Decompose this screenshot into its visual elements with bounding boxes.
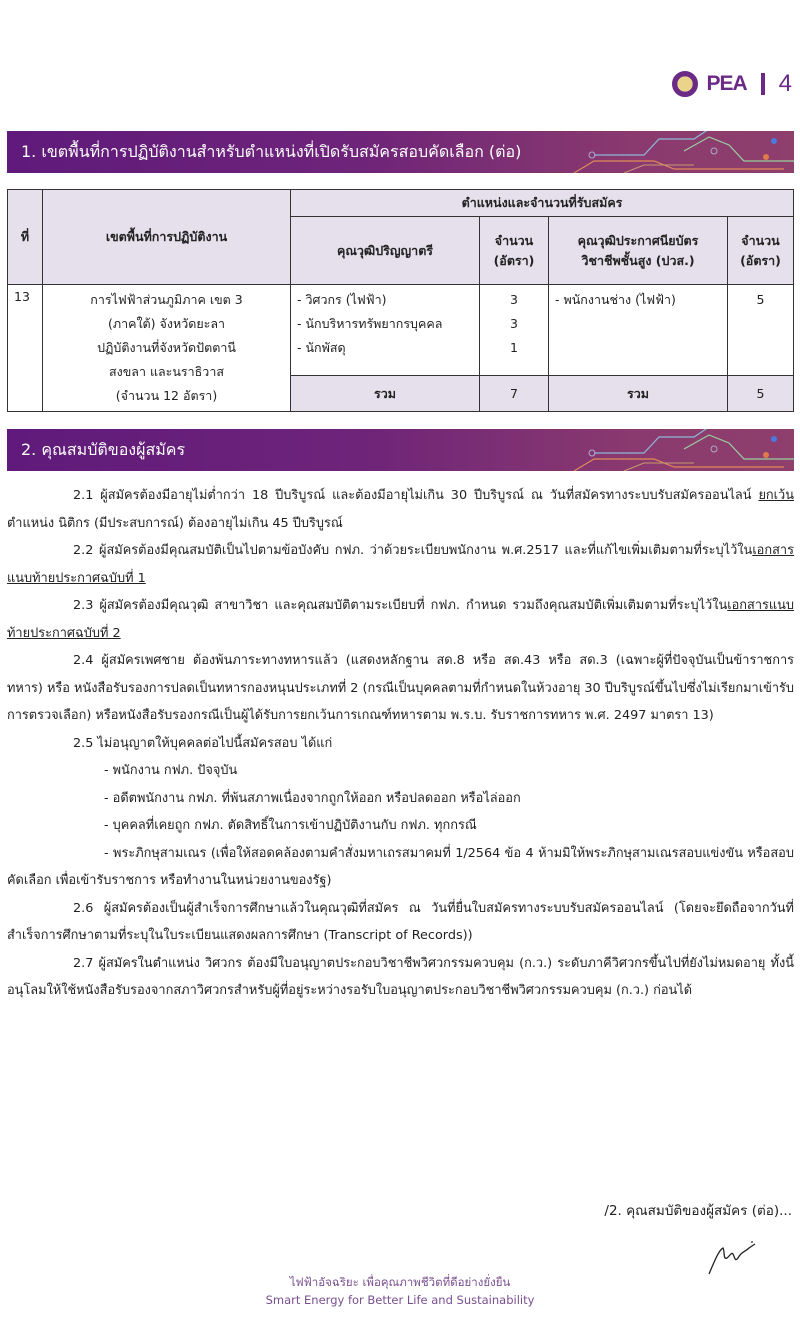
attachment-1-link: เอกสารแนบท้ายประกาศฉบับที่ 1: [7, 543, 794, 586]
bachelor-total: 7: [480, 376, 549, 412]
row-area: [43, 285, 291, 412]
diploma-label-line2: วิชาชีพชั้นสูง (ปวส.): [581, 252, 695, 268]
bachelor-positions: [291, 285, 480, 376]
circuit-decoration-icon: [534, 131, 794, 173]
qualification-2-6: 2.6 ผู้สมัครต้องเป็นผู้สำเร็จการศึกษาแล้วในคุณวุฒิที่สมัคร ณ วันที่ยื่นใบสมัครทางระบบรับสมัครออนไลน์ (โดยจะยึดถือจากวันที่สำเร็จการศึกษาตามที่ระบุในใบระเบียนแสดงผลการศึกษา (Transcript of Records)): [7, 900, 794, 943]
count1-unit: (อัตรา): [493, 252, 535, 268]
section2-title: 2. คุณสมบัติของผู้สมัคร: [21, 439, 186, 459]
diploma-total-label: รวม: [549, 376, 728, 412]
qualification-text: 2.1 ผู้สมัครต้องมีอายุไม่ต่ำกว่า 18 ปีบริบูรณ์ และต้องมีอายุไม่เกิน 30 ปีบริบูรณ์ ณ วันที่สมัครทางระบบรับสมัครออนไลน์: [73, 488, 759, 503]
attachment-2-link: เอกสารแนบท้ายประกาศฉบับที่ 2: [7, 598, 794, 641]
table-row: [8, 285, 794, 376]
position-name: - พนักงานช่าง (ไฟฟ้า): [555, 292, 676, 307]
col-header-no: ที่: [8, 190, 43, 285]
position-name: - วิศวกร (ไฟฟ้า): [297, 292, 387, 307]
footer: [0, 1273, 800, 1309]
qualification-text: 2.2 ผู้สมัครต้องมีคุณสมบัติเป็นไปตามข้อบังคับ กฟภ. ว่าด้วยระเบียบพนักงาน พ.ศ.2517 และที่แก้ไขเพิ่มเติมตามที่ระบุไว้ใน: [73, 543, 753, 558]
position-count: 1: [510, 340, 518, 355]
col-header-positions-group: ตำแหน่งและจำนวนที่รับสมัคร: [291, 190, 794, 217]
qualification-2-5: 2.5 ไม่อนุญาตให้บุคคลต่อไปนี้สมัครสอบ ได้แก่: [73, 735, 333, 751]
col-header-diploma: [549, 217, 728, 285]
position-name: - นักพัสดุ: [297, 340, 346, 355]
qualification-text: 2.3 ผู้สมัครต้องมีคุณวุฒิ สาขาวิชา และคุณสมบัติตามระเบียบที่ กฟภ. กำหนด รวมถึงคุณสมบัติเพิ่มเติมตามที่ระบุไว้ใน: [73, 598, 728, 613]
exclusion-item: - พนักงาน กฟภ. ปัจจุบัน: [104, 763, 238, 778]
row-no: 13: [8, 285, 43, 412]
pea-emblem-icon: [672, 71, 698, 97]
qualification-text: ตำแหน่ง นิติกร (มีประสบการณ์) ต้องอายุไม่เกิน 45 ปีบริบูรณ์: [7, 515, 343, 531]
bachelor-counts: [480, 285, 549, 376]
area-line: สงขลา และนราธิวาส: [109, 364, 224, 379]
count1-label: จำนวน: [494, 232, 534, 248]
exception-underlined: ยกเว้น: [758, 488, 794, 503]
position-count: 5: [756, 292, 765, 307]
position-count: 3: [510, 316, 518, 331]
area-line: ปฏิบัติงานที่จังหวัดปัตตานี: [97, 340, 236, 355]
area-line: (จำนวน 12 อัตรา): [115, 388, 218, 403]
qualification-2-3: [7, 592, 794, 647]
section1-header: [7, 131, 794, 173]
continuation-note: /2. คุณสมบัติของผู้สมัคร (ต่อ)...: [604, 1203, 792, 1219]
diploma-label-line1: คุณวุฒิประกาศนียบัตร: [577, 232, 699, 248]
diploma-total: 5: [728, 376, 794, 412]
position-name: - นักบริหารทรัพยากรบุคคล: [297, 316, 443, 331]
exclusion-item: - พระภิกษุสามเณร (เพื่อให้สอดคล้องตามคำสั่งมหาเถรสมาคมที่ 1/2564 ข้อ 4 ห้ามมิให้พระภิกษุสามเณรสอบแข่งขัน หรือสอบคัดเลือก เพื่อเข้ารับราชการ หรือทำงานในหน่วยงานของรัฐ): [7, 845, 794, 888]
section2-header: [7, 429, 794, 471]
diploma-counts: [728, 285, 794, 376]
qualification-2-2: [7, 537, 794, 592]
page-number: 4: [778, 70, 792, 97]
positions-table: [7, 189, 794, 412]
circuit-decoration-icon: [534, 429, 794, 471]
exclusion-item: - อดีตพนักงาน กฟภ. ที่พ้นสภาพเนื่องจากถูกให้ออก หรือปลดออก หรือไล่ออก: [104, 790, 521, 806]
position-count: 3: [510, 292, 518, 307]
section1-title: 1. เขตพื้นที่การปฏิบัติงานสำหรับตำแหน่งที่เปิดรับสมัครสอบคัดเลือก (ต่อ): [21, 141, 522, 161]
area-line: การไฟฟ้าส่วนภูมิภาค เขต 3: [90, 292, 243, 307]
col-header-bachelor: คุณวุฒิปริญญาตรี: [291, 217, 480, 285]
col-header-count2: [728, 217, 794, 285]
footer-slogan-en: Smart Energy for Better Life and Sustainability: [265, 1293, 535, 1307]
logo-divider: [761, 73, 765, 95]
count2-unit: (อัตรา): [740, 252, 781, 268]
bachelor-total-label: รวม: [291, 376, 480, 412]
count2-label: จำนวน: [741, 232, 780, 248]
col-header-area: เขตพื้นที่การปฏิบัติงาน: [43, 190, 291, 285]
exclusion-item: - บุคคลที่เคยถูก กฟภ. ตัดสิทธิ์ในการเข้าปฏิบัติงานกับ กฟภ. ทุกกรณี: [104, 818, 477, 833]
logo-text: PEA: [706, 72, 747, 95]
col-header-count1: [480, 217, 549, 285]
qualification-2-7: 2.7 ผู้สมัครในตำแหน่ง วิศวกร ต้องมีใบอนุญาตประกอบวิชาชีพวิศวกรรมควบคุม (ก.ว.) ระดับภาคีวิศวกรขึ้นไปที่ยังไม่หมดอายุ ทั้งนี้ อนุโลมให้ใช้หนังสือรับรองจากสภาวิศวกรสำหรับผู้ที่อยู่ระหว่างรอรับใบอนุญาตประกอบวิชาชีพวิศวกรรมควบคุม (ก.ว.) ก่อนได้: [7, 955, 794, 998]
diploma-positions: [549, 285, 728, 376]
qualification-2-4: 2.4 ผู้สมัครเพศชาย ต้องพ้นภาระทางทหารแล้ว (แสดงหลักฐาน สด.8 หรือ สด.43 หรือ สด.3 (เฉพาะผู้ที่ปัจจุบันเป็นข้าราชการทหาร) หรือ หนังสือรับรองการปลดเป็นทหารกองหนุนประเภทที่ 2 (กรณีเป็นบุคคลตามที่กำหนดในห้วงอายุ 30 ปีบริบูรณ์ขึ้นไปซึ่งไม่เรียกมาเข้ารับการตรวจเลือก) หรือหนังสือรับรองกรณีเป็นผู้ได้รับการยกเว้นการเกณฑ์ทหารตาม พ.ร.บ. รับราชการทหาร พ.ศ. 2497 มาตรา 13): [7, 653, 795, 723]
qualifications-body: [7, 482, 794, 1005]
area-line: (ภาคใต้) จังหวัดยะลา: [107, 316, 226, 331]
qualification-2-1: [7, 482, 794, 537]
header-logo: [672, 70, 792, 98]
footer-slogan-th: ไฟฟ้าอัจฉริยะ เพื่อคุณภาพชีวิตที่ดีอย่างยั่งยืน: [289, 1275, 511, 1289]
